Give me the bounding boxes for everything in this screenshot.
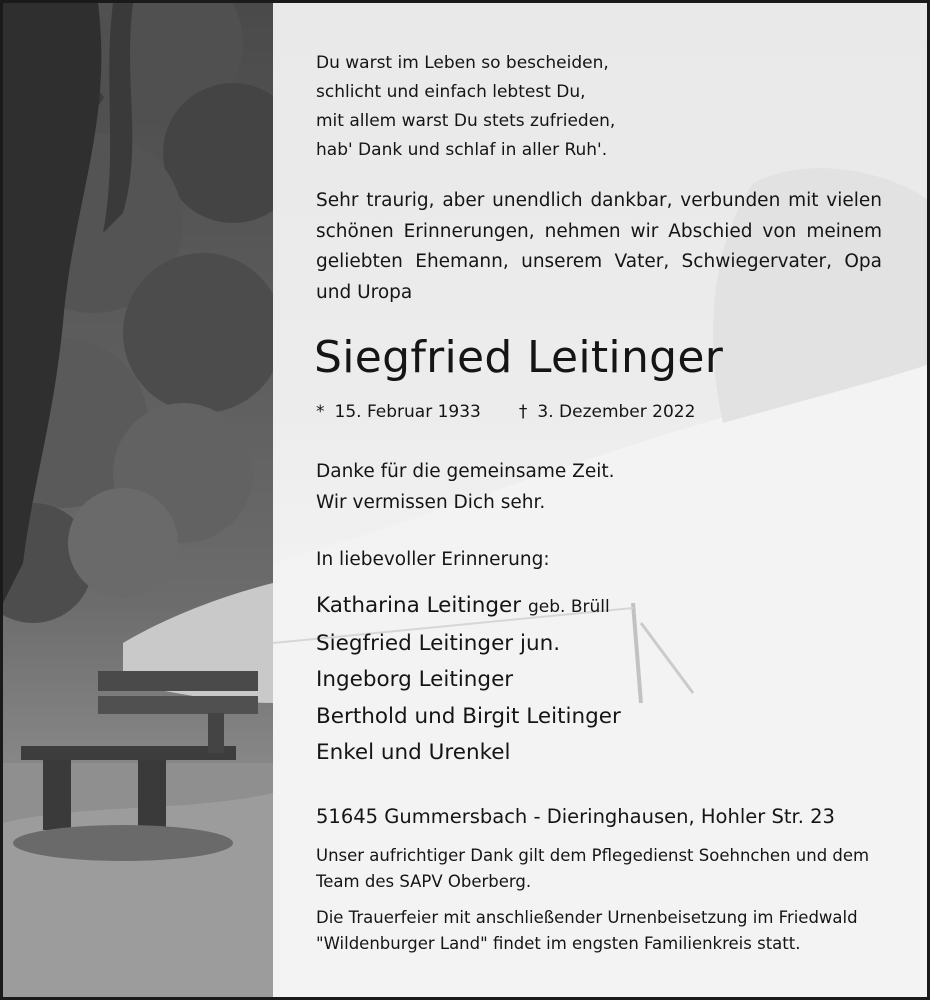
- birth-date: 15. Februar 1933: [334, 402, 481, 422]
- family-address: 51645 Gummersbach - Dieringhausen, Hohler Str. 23: [316, 805, 835, 828]
- remembrance-label: In liebevoller Erinnerung:: [316, 549, 550, 570]
- bench-scene-illustration: [3, 3, 273, 1000]
- birth-symbol: *: [316, 402, 325, 422]
- life-dates: [316, 399, 695, 425]
- deceased-name: Siegfried Leitinger: [314, 332, 724, 383]
- family-member: Ingeborg Leitinger: [316, 667, 514, 692]
- maiden-name: geb. Brüll: [527, 597, 610, 617]
- poem-line: schlicht und einfach lebtest Du,: [316, 82, 586, 102]
- family-list: [316, 588, 621, 772]
- thanks-line: Danke für die gemeinsame Zeit.: [316, 461, 615, 482]
- funeral-note: Die Trauerfeier mit anschließender Urnenbeisetzung im Friedwald "Wildenburger Land" findet im engsten Familienkreis statt.: [316, 908, 858, 953]
- poem-line: hab' Dank und schlaf in aller Ruh'.: [316, 140, 608, 160]
- bench-photo: [3, 3, 273, 1000]
- poem-line: Du warst im Leben so bescheiden,: [316, 53, 609, 73]
- cross-icon: †: [518, 402, 528, 422]
- farewell-intro: Sehr traurig, aber unendlich dankbar, verbunden mit vielen schönen Erinnerungen, nehmen wir Abschied von meinem geliebten Ehemann, unserem Vater, Schwiegervater, Opa und Uropa: [316, 190, 882, 303]
- memorial-poem: [316, 49, 615, 165]
- family-member-name: Katharina Leitinger: [316, 593, 522, 618]
- family-member: [316, 588, 621, 626]
- poem-line: mit allem warst Du stets zufrieden,: [316, 111, 616, 131]
- family-member: Enkel und Urenkel: [316, 740, 511, 765]
- care-thanks-note: Unser aufrichtiger Dank gilt dem Pflegedienst Soehnchen und dem Team des SAPV Oberberg.: [316, 846, 870, 891]
- family-member: Berthold und Birgit Leitinger: [316, 703, 621, 729]
- death-date: 3. Dezember 2022: [537, 402, 696, 422]
- thanks-message: [316, 456, 614, 518]
- thanks-line: Wir vermissen Dich sehr.: [316, 492, 546, 513]
- family-member: Siegfried Leitinger jun.: [316, 630, 561, 656]
